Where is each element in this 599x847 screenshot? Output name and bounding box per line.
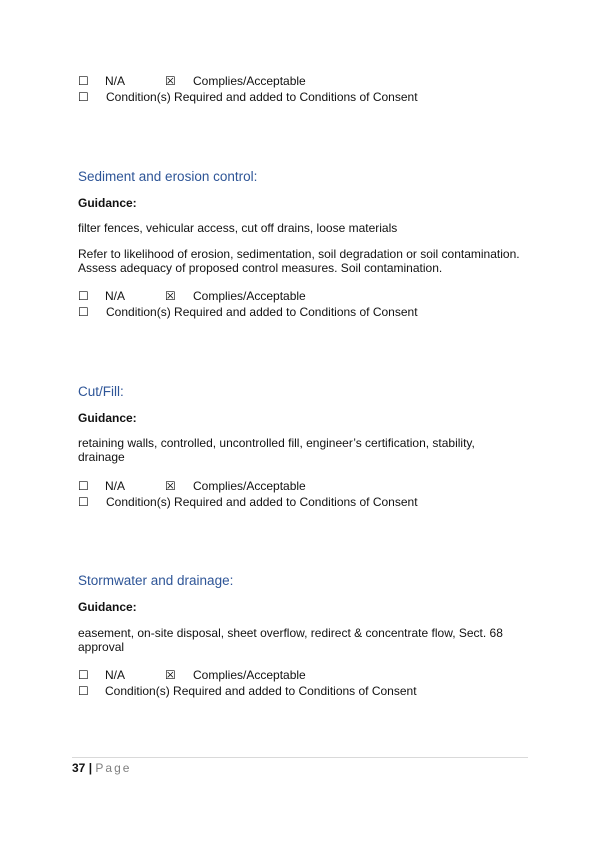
condition-label: Condition(s) Required and added to Conditions of Consent bbox=[106, 495, 418, 509]
complies-checkbox[interactable]: ☒ bbox=[165, 289, 176, 303]
footer-divider bbox=[72, 757, 528, 758]
complies-checkbox[interactable]: ☒ bbox=[165, 668, 176, 682]
guidance-text: retaining walls, controlled, uncontrolled fill, engineer’s certification, stability, drainage bbox=[78, 436, 475, 464]
guidance-label: Guidance: bbox=[78, 411, 137, 425]
complies-checkbox[interactable]: ☒ bbox=[165, 74, 176, 88]
guidance-text: easement, on-site disposal, sheet overflow, redirect & concentrate flow, Sect. 68 approval bbox=[78, 626, 503, 654]
guidance-text: filter fences, vehicular access, cut off drains, loose materials bbox=[78, 221, 398, 235]
complies-label: Complies/Acceptable bbox=[193, 479, 306, 493]
guidance-label: Guidance: bbox=[78, 600, 137, 614]
na-label: N/A bbox=[105, 289, 126, 303]
complies-checkbox[interactable]: ☒ bbox=[165, 479, 176, 493]
condition-checkbox[interactable]: ☐ bbox=[78, 90, 89, 104]
condition-label: Condition(s) Required and added to Conditions of Consent bbox=[105, 684, 417, 698]
condition-checkbox[interactable]: ☐ bbox=[78, 684, 89, 698]
page-footer bbox=[72, 761, 131, 775]
condition-checkbox[interactable]: ☐ bbox=[78, 305, 89, 319]
na-checkbox[interactable]: ☐ bbox=[78, 479, 89, 493]
guidance-label: Guidance: bbox=[78, 196, 137, 210]
page-separator: | bbox=[88, 761, 93, 775]
na-checkbox[interactable]: ☐ bbox=[78, 289, 89, 303]
guidance-text: Refer to likelihood of erosion, sedimentation, soil degradation or soil contamination. Assess adequacy of proposed control measures. Soil contamination. bbox=[78, 247, 520, 275]
page-word: Page bbox=[95, 761, 132, 775]
condition-label: Condition(s) Required and added to Conditions of Consent bbox=[106, 90, 418, 104]
na-label: N/A bbox=[105, 479, 126, 493]
complies-label: Complies/Acceptable bbox=[193, 74, 306, 88]
complies-label: Complies/Acceptable bbox=[193, 289, 306, 303]
page-number: 37 bbox=[72, 761, 86, 775]
section-heading: Sediment and erosion control: bbox=[78, 169, 258, 184]
na-checkbox[interactable]: ☐ bbox=[78, 74, 89, 88]
complies-label: Complies/Acceptable bbox=[193, 668, 306, 682]
section-heading: Stormwater and drainage: bbox=[78, 573, 234, 588]
na-checkbox[interactable]: ☐ bbox=[78, 668, 89, 682]
condition-checkbox[interactable]: ☐ bbox=[78, 495, 89, 509]
na-label: N/A bbox=[105, 668, 126, 682]
condition-label: Condition(s) Required and added to Conditions of Consent bbox=[106, 305, 418, 319]
na-label: N/A bbox=[105, 74, 126, 88]
section-heading: Cut/Fill: bbox=[78, 384, 124, 399]
